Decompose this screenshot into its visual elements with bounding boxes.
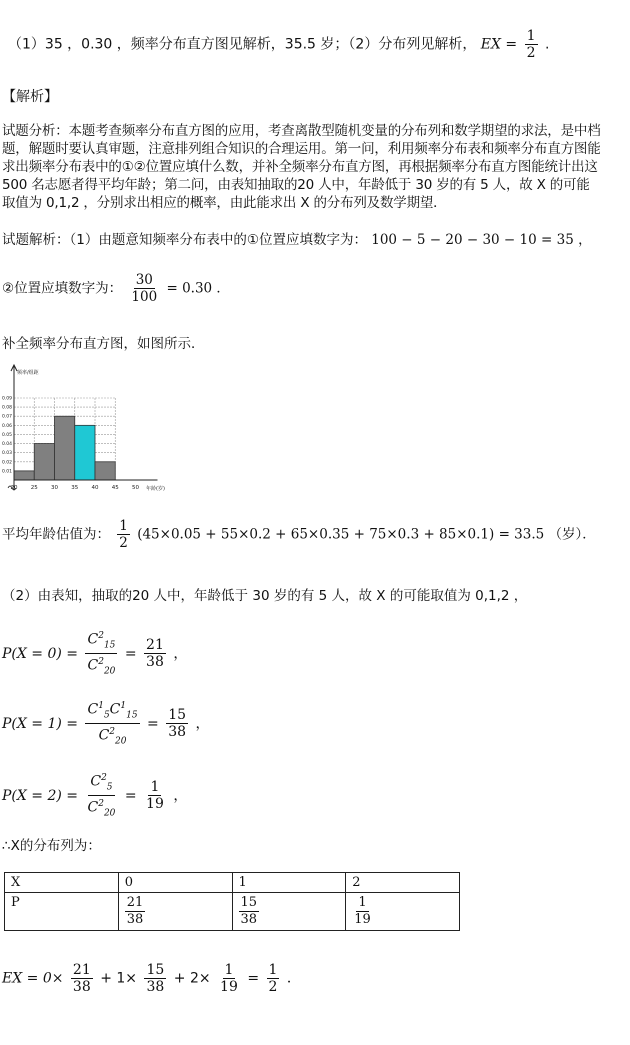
table-cell: P [5,893,119,931]
mean-expression: (45×0.05 + 55×0.2 + 65×0.35 + 75×0.3 + 85×0.1) = 33.5 （岁）． [137,526,596,543]
histogram-bar [34,444,54,480]
ex-plus2: + 2× [173,970,211,987]
answer-line [8,28,549,61]
answer-ex-label: EX [480,36,501,53]
table-fraction [125,895,146,928]
p1-label: P(X = 1) = [2,715,79,732]
position2-result: = 0.30 ． [166,280,230,297]
p1-end: ， [195,715,210,732]
table-fraction [352,895,373,928]
p1-c1-sup: 1 [98,701,104,711]
p2-label: P(X = 2) = [2,787,79,804]
ex-final-eq: = [247,970,260,987]
table-fraction-den: 38 [240,912,258,927]
p0-den-c: C [87,658,99,675]
answer-text: （1）35 ，0.30 ，频率分布直方图见解析，35.5 岁；（2）分布列见解析， [8,36,477,53]
y-tick-label: 0.07 [2,414,13,420]
p0-comb-num [85,628,117,654]
position2-num: 30 [135,272,153,288]
x-tick-label: 20 [10,485,18,491]
answer-fraction [525,28,538,61]
x-axis-label: 年龄(岁) [146,486,165,492]
y-tick-label: 0.09 [2,396,13,402]
ex-term2 [144,962,166,995]
ex-term3 [218,962,240,995]
ex-term2-num: 15 [146,962,165,978]
p0-value-den: 38 [146,654,164,671]
analysis-line-2: 题，解题时要认真审题，注意排列组合知识的合理运用。第一问，利用频率分布表和频率分布直方图能 [2,141,601,157]
p2-den-sup: 2 [98,799,104,810]
p1-eq: = [147,715,159,732]
p2-num-sub: 5 [106,782,113,793]
ex-plus1: + 1× [100,970,138,987]
y-tick-label: 0.03 [2,451,13,457]
histogram-bar [14,471,34,480]
y-axis-label: 频率/组距 [17,370,39,376]
table-cell: 2 [346,873,460,893]
p0-value [144,637,166,670]
distribution-intro: ∴X的分布列为： [2,838,101,854]
p2-end: ， [173,787,188,804]
ex-result [267,962,280,995]
p2-eq: = [124,787,137,804]
histogram-bar [95,462,115,480]
ex-result-den: 2 [268,979,278,995]
table-cell: 0 [118,873,232,893]
p2-line [2,770,187,822]
section-title: 【解析】 [2,89,58,105]
p0-end: ， [173,645,188,662]
p1-value-den: 38 [168,724,187,741]
x-tick-label: 30 [51,485,58,491]
p1-value [166,707,188,740]
part2-text: （2）由表知，抽取的20 人中，年龄低于 30 岁的有 5 人，故 X 的可能取值为 0,1,2 ， [2,588,528,604]
solution-intro [2,228,592,248]
y-tick-label: 0.02 [2,460,13,466]
y-tick-label: 0.06 [2,423,13,429]
p0-comb-fraction [85,628,117,680]
y-tick-label: 0.08 [2,405,13,411]
frequency-histogram [0,362,210,500]
mean-fraction [117,518,130,551]
table-cell: X [5,873,119,893]
mean-line [2,518,596,551]
position2-line [2,272,230,305]
p1-comb-num [85,698,139,724]
mean-label: 平均年龄估值为： [2,526,110,543]
ex-result-num: 1 [268,962,278,978]
p1-c2: C [109,701,121,718]
ex-term1-num: 21 [72,962,91,978]
p0-label: P(X = 0) = [2,645,79,662]
ex-final-end: ． [286,970,301,987]
analysis-line-3: 求出频率分布表中的①②位置应填什么数，并补全频率分布直方图，再根据频率分布直方图能统计出这 [2,159,598,175]
p0-num-sup: 2 [98,631,104,641]
table-cell [346,893,460,931]
complete-histogram-text: 补全频率分布直方图，如图所示． [2,336,205,352]
ex-term2-den: 38 [146,979,165,995]
p1-c1: C [87,701,99,718]
answer-fraction-den: 2 [526,45,536,61]
mean-fraction-den: 2 [119,535,128,551]
p0-num-sub: 15 [103,640,116,651]
table-cell [118,893,232,931]
position2-den: 100 [131,289,158,305]
table-fraction-num: 15 [240,895,258,910]
analysis-paragraph [2,122,601,212]
p2-den-sub: 20 [103,808,116,819]
table-cell [232,893,346,931]
answer-fraction-num: 1 [526,28,536,44]
table-fraction-num: 1 [358,895,367,910]
p1-comb-fraction [85,698,139,750]
histogram-bars [14,416,115,480]
p0-value-num: 21 [146,637,164,654]
ex-term3-den: 19 [220,979,238,995]
x-tick-label: 50 [132,485,139,491]
p1-value-num: 15 [168,707,187,724]
x-tick-label: 25 [30,485,38,491]
ex-term3-num: 1 [224,962,234,978]
p0-den-sup: 2 [98,657,104,668]
p2-den-c: C [87,800,99,817]
histogram-bar [75,425,95,480]
answer-eq: = [505,36,518,53]
x-tick-label: 40 [91,485,99,491]
y-tick-label: 0.01 [2,469,13,475]
position2-fraction [129,272,159,305]
p1-c2-sub: 15 [126,710,138,721]
table-cell: 1 [232,873,346,893]
p2-c: C [90,773,102,790]
y-tick-label: 0.04 [2,442,13,448]
table-row [5,893,460,931]
p2-num-sup: 2 [101,773,107,783]
x-tick-label: 45 [111,485,119,491]
p2-value-num: 1 [150,779,160,796]
p2-value [144,779,166,812]
ex-final-line [2,962,301,995]
ex-term1-den: 38 [72,979,91,995]
p2-comb-num [88,770,114,796]
analysis-line-5: 取值为 0,1,2 ，分别求出相应的概率，由此能求出 X 的分布列及数学期望． [2,195,447,211]
table-fraction-den: 19 [354,912,371,927]
p1-den-sub: 20 [115,736,127,747]
p1-c2-sup: 1 [120,701,127,711]
table-fraction-num: 21 [126,895,144,910]
p1-den-c: C [98,728,110,745]
p0-den-sub: 20 [103,666,116,677]
answer-end: . [544,36,550,53]
p1-line [2,698,210,750]
p0-comb-den [85,654,117,679]
p2-comb-den [85,796,117,821]
p1-c1-sub: 5 [103,710,110,721]
p2-comb-fraction [85,770,117,822]
table-fraction-den: 38 [126,912,144,927]
p0-line [2,628,187,680]
p0-c: C [87,631,99,648]
p0-eq: = [124,645,137,662]
x-tick-label: 35 [71,485,79,491]
mean-fraction-num: 1 [119,518,128,534]
y-tick-label: 0.05 [2,432,13,438]
position2-label: ②位置应填数字为： [2,280,123,297]
p1-comb-den [97,724,129,749]
distribution-table [4,872,460,931]
histogram-bar [55,416,75,480]
ex-term1 [71,962,93,995]
table-fraction [239,895,260,928]
table-header-row [5,873,460,893]
analysis-line-4: 500 名志愿者得平均年龄；第二问，由表知抽取的20 人中，年龄低于 30 岁的有 5 人，故 X 的可能 [2,177,590,193]
solution-intro-expr: 100 − 5 − 20 − 30 − 10 = 35 ， [371,232,592,248]
ex-final-label: EX = 0× [2,970,64,987]
solution-intro-text: 试题解析：（1）由题意知频率分布表中的①位置应填数字为： [2,232,367,248]
analysis-line-1: 试题分析：本题考查频率分布直方图的应用，考查离散型随机变量的分布列和数学期望的求法，是中档 [2,123,601,139]
p1-den-sup: 2 [109,727,116,738]
p2-value-den: 19 [146,796,164,813]
